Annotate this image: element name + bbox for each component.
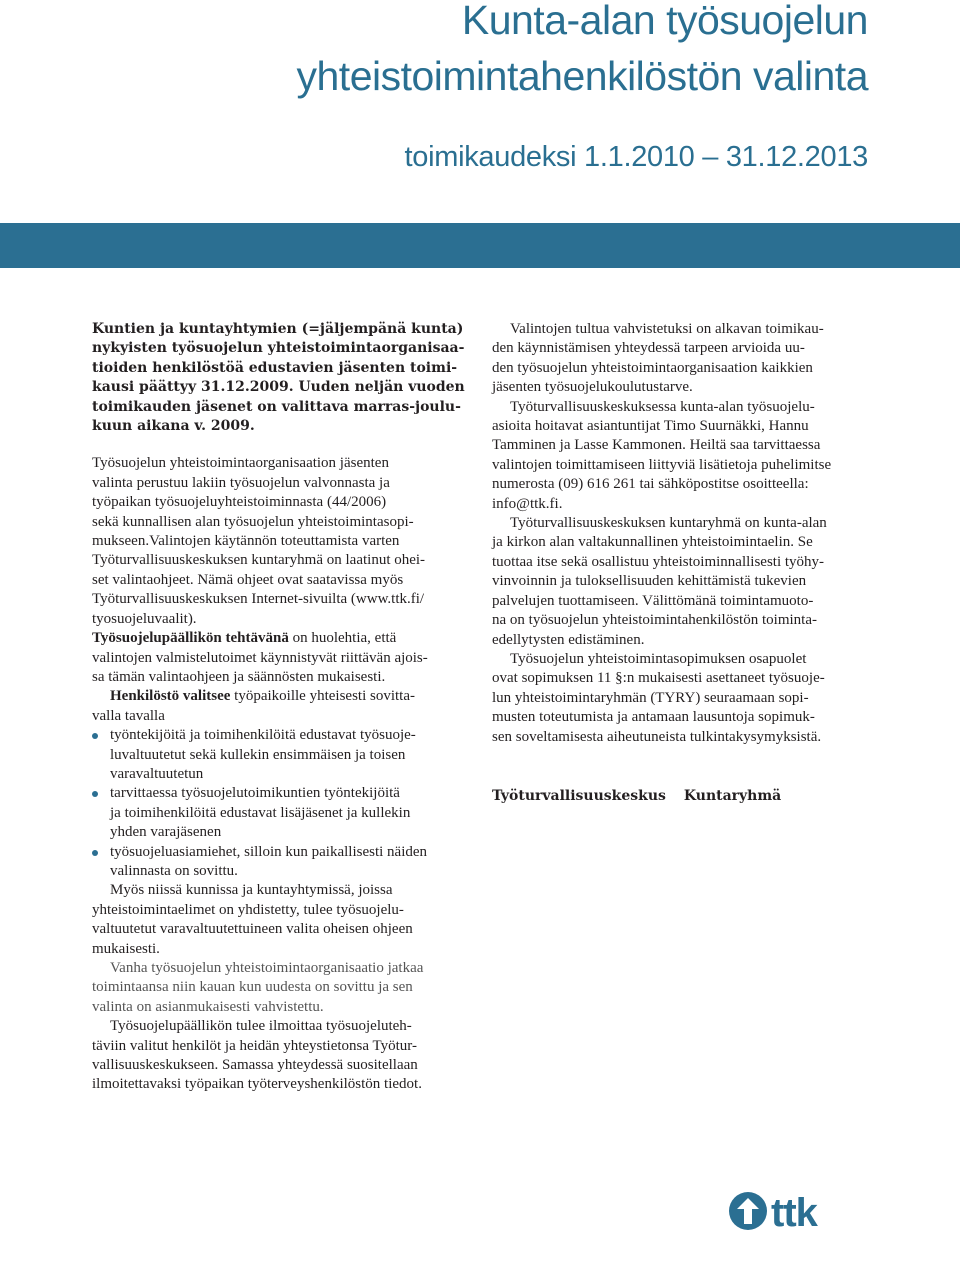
training-paragraph: Valintojen tultua vahvistetuksi on alkavan toimikau- den käynnistämisen yhteydessä tarpeen arvioida uu- den työsuojelun yhteistoimintaorganisaation kaikkien jäsenten työsuojelukoulutustarve.: [492, 321, 824, 396]
staff-heading: Henkilöstö valitsee: [110, 688, 231, 705]
representative-list: [92, 726, 472, 881]
ttk-logo: [728, 1188, 824, 1234]
bullet-icon: [92, 791, 98, 797]
term-period: toimikaudeksi 1.1.2010 – 31.12.2013: [404, 141, 868, 173]
accent-band: [0, 223, 960, 268]
list-item: työsuojeluasiamiehet, silloin kun paikallisesti näiden valinnasta on sovittu.: [92, 843, 472, 882]
right-column: [492, 320, 872, 747]
list-item: tarvittaessa työsuojelutoimikuntien työntekijöitä ja toimihenkilöitä edustavat lisäjäsenet ja kullekin yhden varajäsenen: [92, 784, 472, 842]
signature-group: Kuntaryhmä: [683, 788, 782, 804]
left-column: [92, 320, 472, 1095]
intro-paragraph: Kuntien ja kuntayhtymien (=jäljempänä kunta) nykyisten työsuojelun yhteistoimintaorganisaa- tioiden henkilöstöä edustavien jäsenten toimi- kausi päättyy 31.12.2009. Uuden neljän vuoden toimikauden jäsenet on valittava marras-joulu- kuun aikana v. 2009.: [92, 321, 465, 435]
group-paragraph: Työturvallisuuskeskuksen kuntaryhmä on kunta-alan ja kirkon alan valtakunnallinen yhteistoimintaelin. Se tuottaa itse sekä osallistuu yhteistoiminnallisesti työhy- vinvoinnin ja tuloksellisuuden kehittämistä tukevien palvelujen tuottamiseen. Välittömänä toimintamuoto- na on työsuojelun yhteistoimintahenkilöstön toiminta- edellytysten edistäminen.: [492, 515, 827, 648]
old-organisation-paragraph: Vanha työsuojelun yhteistoimintaorganisaatio jatkaa toimintaansa niin kauan kun uudesta on sovittu ja sen valinta on asianmukaisesti vahvistettu.: [92, 960, 424, 1015]
agreement-paragraph: Työsuojelun yhteistoimintasopimuksen osapuolet ovat sopimuksen 11 §:n mukaisesti asettaneet työsuoje- lun yhteistoimintaryhmän (TYRY) seuraamaan sopi- musten toteutumista ja antamaan lausuntoja sopimuk- sen soveltamisesta aiheutuneista tulkintakysymyksistä.: [492, 650, 825, 745]
list-item: työntekijöitä ja toimihenkilöitä edustavat työsuoje- luvaltuutetut sekä kullekin ensimmäisen ja toisen varavaltuutetun: [92, 726, 472, 784]
logo-text: ttk: [771, 1191, 817, 1234]
duty-paragraph: Työsuojelupäällikön tehtävänä on huolehtia, että valintojen valmistelutoimet käynnistyvät riittävän ajois- sa tämän valintaohjeen ja säännösten mukaisesti.: [92, 630, 428, 685]
legal-basis-paragraph: Työsuojelun yhteistoimintaorganisaation jäsenten valinta perustuu lakiin työsuojelun valvonnasta ja työpaikan työsuojeluyhteistoiminnasta (44/2006) sekä kunnallisen alan työsuojelun yhteistoimintasopi- mukseen.Valintojen käytännön toteuttamista varten Työturvallisuuskeskuksen kuntaryhmä on laatinut ohei- set valintaohjeet. Nämä ohjeet ovat saatavissa myös Työturvallisuuskeskuksen Internet-sivuilta (www.ttk.fi/ tyosuojeluvaalit).: [92, 455, 426, 627]
signature: [492, 788, 781, 804]
ttk-arrow-logo-icon: [729, 1192, 767, 1230]
page-title-line-1: Kunta-alan työsuojelun: [461, 0, 868, 43]
duty-heading: Työsuojelupäällikön tehtävänä: [92, 630, 289, 647]
page-title-line-2: yhteistoimintahenkilöstön valinta: [296, 53, 868, 99]
bullet-icon: [92, 733, 98, 739]
bullet-icon: [92, 850, 98, 856]
contacts-paragraph: Työturvallisuuskeskuksessa kunta-alan työsuojelu- asioita hoitavat asiantuntijat Timo Suurnäkki, Hannu Tamminen ja Lasse Kammonen. Heiltä saa tarvittaessa valintojen toimittamiseen liittyviä lisätietoja puhelimitse numerosta (09) 616 261 tai sähköpostitse osoitteella: info@ttk.fi.: [492, 398, 832, 512]
notification-paragraph: Työsuojelupäällikön tulee ilmoittaa työsuojeluteh- täviin valitut henkilöt ja heidän yhteystietonsa Työtur- vallisuuskeskukseen. Samassa yhteydessä suositellaan ilmoitettavaksi työpaikan työterveyshenkilöstön tiedot.: [92, 1018, 422, 1093]
staff-paragraph: Henkilöstö valitsee työpaikoille yhteisesti sovitta- valla tavalla: [92, 688, 415, 724]
joint-bodies-paragraph: Myös niissä kunnissa ja kuntayhtymissä, joissa yhteistoimintaelimet on yhdistetty, tulee työsuojelu- valtuutetut varavaltuutettuineen valita oheisen ohjeen mukaisesti.: [92, 882, 413, 957]
signature-organisation: Työturvallisuuskeskus: [492, 788, 666, 804]
